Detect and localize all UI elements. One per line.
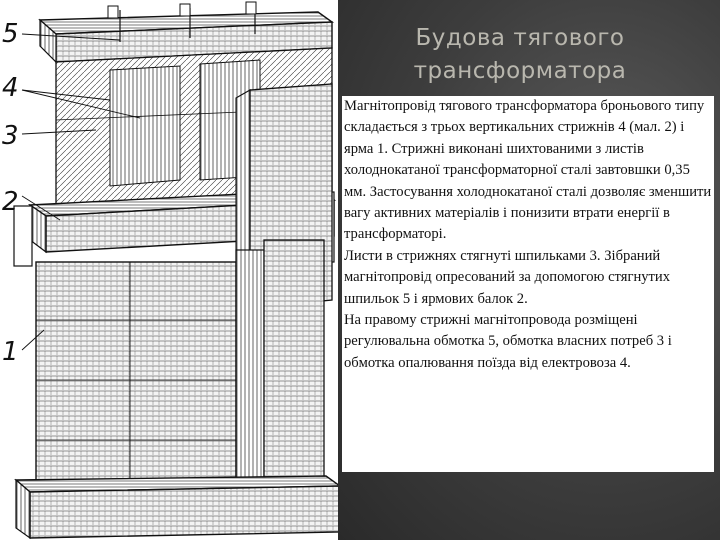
transformer-drawing (0, 0, 342, 540)
paragraph-core-structure: Магнітопровід тягового трансформатора броньового типу складається з трьох вертикальних стрижнів 4 (мал. 2) і ярма 1. Стрижні виконані шихтованими з листів холоднокатаної трансформаторної сталі завтовшки 0,35 мм. Застосування холоднокатаної сталі дозволяє зменшити вагу активних матеріалів і понизити втрати енергії в трансформаторі. (344, 98, 712, 243)
paragraph-studs: Листи в стрижнях стягнуті шпильками 3. Зібраний магнітопровід опресований за допомогою стягнутих шпильок 5 і ярмових балок 2. (344, 247, 671, 307)
description-box (342, 96, 714, 472)
bottom-yoke-beam (16, 476, 340, 538)
core-legs (36, 240, 324, 486)
paragraph-windings: На правому стрижні магнітопровода розміщені регулювальна обмотка 5, обмотка власних потреб 3 і обмотка опалювання поїзда від електровоза 4. (344, 312, 672, 371)
callout-5: 5 (2, 19, 19, 49)
slide-title: Будова тягового трансформатора (413, 25, 627, 84)
callout-3: 3 (2, 121, 19, 151)
magnetic-core-diagram (0, 0, 342, 540)
callout-1: 1 (2, 337, 19, 367)
callout-4: 4 (2, 73, 19, 103)
callout-2: 2 (2, 187, 19, 217)
callout-numbers (2, 19, 19, 367)
